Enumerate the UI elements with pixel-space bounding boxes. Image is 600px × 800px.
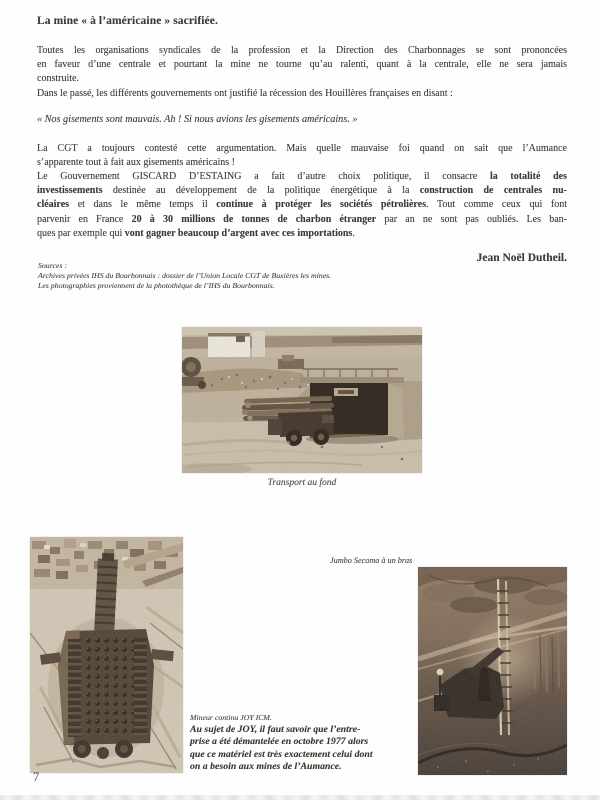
sources-line: Archives privées IHS du Bourbonnais : dossier de l’Union Locale CGT de Buxières les mines. xyxy=(38,271,332,281)
text-segment: par an ne sont pas oubliés. Les ban- xyxy=(376,213,567,225)
paragraph-line: La CGT a toujours contesté cette argumentation. Mais quelle mauvaise foi quand on sait que l’Aumance xyxy=(37,143,567,154)
text-segment: Le Gouvernement GISCARD D’ESTAING a fait d’autre choix politique, il consacre xyxy=(37,171,490,182)
page-number: 7 xyxy=(33,770,40,784)
mine-entrance-photo-art xyxy=(182,327,422,473)
bold-text-segment: 20 à 30 millions de tonnes de charbon étranger xyxy=(131,213,377,225)
photo-transport-au-fond xyxy=(182,327,422,473)
bold-text-segment: la totalité des xyxy=(489,171,568,182)
paragraph-1 xyxy=(37,44,567,101)
bold-text-segment: construction de centrales nu- xyxy=(419,185,567,197)
bold-text-segment: cléaires xyxy=(37,199,70,211)
caption-jumbo-secoma: Jumbo Secoma à un bras xyxy=(330,556,413,565)
note-line: on a besoin aux mines de l’Aumance. xyxy=(190,761,342,773)
paragraph-line: en faveur d’une centrale et pourtant la mine ne tourne qu’au ralenti, quant à la centrale, elle ne sera jamais xyxy=(37,59,567,71)
bold-text-segment: investissements xyxy=(37,185,103,197)
miner-note-block xyxy=(190,713,408,774)
sources-line: Les photographies proviennent de la photothèque de l’IHS du Bourbonnais. xyxy=(38,281,275,291)
paragraph-line xyxy=(37,213,567,227)
paragraph-line: s’apparente tout à fait aux gisements américains ! xyxy=(37,157,235,169)
paragraph-line: Toutes les organisations syndicales de la profession et la Direction des Charbonnages se sont prononcées xyxy=(37,45,567,56)
caption-transport-au-fond: Transport au fond xyxy=(267,478,337,488)
paragraph-line xyxy=(37,184,567,198)
scan-edge-artifact xyxy=(0,795,600,800)
photo-jumbo-secoma xyxy=(418,567,567,775)
continuous-miner-photo-art xyxy=(30,537,183,773)
text-segment: . xyxy=(352,227,355,239)
text-segment: destinée au développement de la politique énergétique à la xyxy=(102,185,420,197)
sources-label: Sources : xyxy=(38,261,67,270)
sources-block xyxy=(38,261,458,292)
text-segment: et dans le même temps il xyxy=(69,199,217,211)
paragraph-line xyxy=(37,227,567,241)
text-segment: . Tout comme ceux qui font xyxy=(426,199,567,211)
author-signature: Jean Noël Dutheil. xyxy=(476,252,567,264)
paragraph-3 xyxy=(37,170,567,241)
note-line: Au sujet de JOY, il faut savoir que l’entre- xyxy=(190,724,361,735)
bold-text-segment: continue à protéger les sociétés pétrolières xyxy=(216,199,426,211)
bold-text-segment: vont gagner beaucoup d’argent avec ces importations xyxy=(124,227,353,239)
paragraph-2 xyxy=(37,142,567,170)
note-line: que ce matériel est très exactement celui dont xyxy=(190,748,373,760)
photo-mineur-continu-joy xyxy=(30,537,183,773)
caption-mineur-continu: Mineur continu JOY ICM. xyxy=(190,713,272,722)
note-line: prise a été démantelée en octobre 1977 alors xyxy=(190,736,369,748)
quote-line: « Nos gisements sont mauvais. Ah ! Si nous avions les gisements américains. » xyxy=(37,114,358,125)
text-segment: ques par exemple qui xyxy=(37,227,125,239)
paragraph-line xyxy=(37,198,567,212)
article-title: La mine « à l’américaine » sacrifiée. xyxy=(37,15,218,27)
underground-drill-photo-art xyxy=(418,567,567,775)
text-segment: parvenir en France xyxy=(37,213,132,225)
paragraph-line xyxy=(37,170,567,184)
paragraph-line: Dans le passé, les différents gouvernements ont justifié la récession des Houillères françaises en disant : xyxy=(37,87,453,99)
paragraph-line: construite. xyxy=(37,73,79,85)
